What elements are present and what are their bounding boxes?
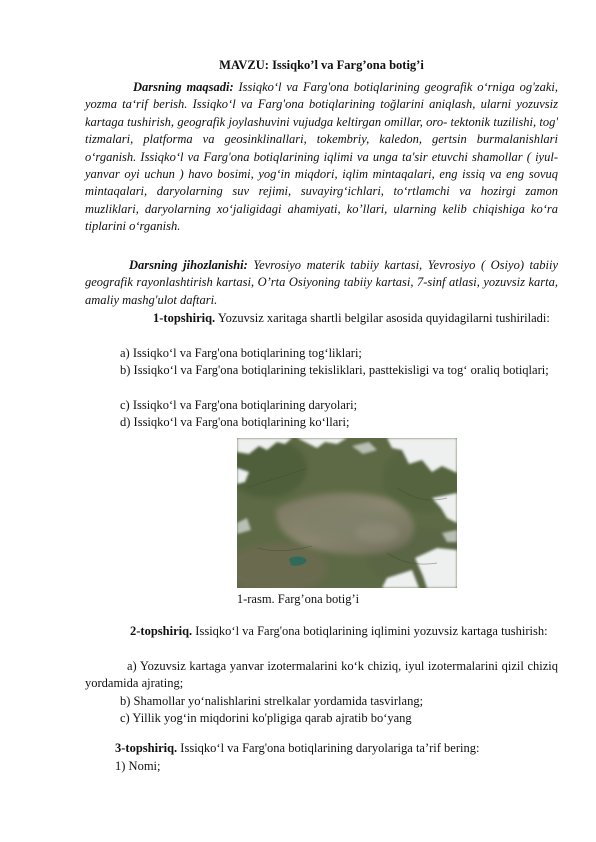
task3-label: 3-topshiriq. <box>115 741 178 755</box>
task2-paragraph <box>85 623 558 640</box>
task1-item-d: d) Issiqko‘l va Farg'ona botiqlarining ko‘llari; <box>120 415 350 429</box>
task3-line <box>115 740 479 757</box>
task2-item-a: a) Yozuvsiz kartaga yanvar izotermalarini ko‘k chiziq, iyul izotermalarini qizil chiziq yordamida ajrating; <box>85 659 558 691</box>
aim-text: Issiqko‘l va Farg'ona botiqlarining geografik o‘rniga og'zaki, yozma ta‘rif berish. Issiqko‘l va Farg'ona botiqlarining toğlarini aniqlash, ularni yozuvsiz kartaga tushirish, geografik joylashuvini vujudga keltirgan omillar, oro- tektonik tuzilishi, tog' tizmalari, platforma va geosinklinallari, tokembriy, kaledon, gertsin burmalanishlari o‘rganish. Issiqko‘l va Farg'ona botiqlarining iqlimi va unga ta'sir etuvchi shamollar ( iyul-yanvar oyi uchun ) havo bosimi, yog‘in miqdori, iqlim mintaqalari, eng issiq va eng sovuq mintaqalari, daryolarning suv rejimi, suvayirg‘ichlari, to‘rtlamchi va hozirgi zamon muzliklari, daryolarning xo‘jaligidagi ahamiyati, ko’llari, ularning kelib chiqishiga ko‘ra tiplarini o‘rganish. <box>85 80 558 234</box>
task2-item-c: c) Yillik yog‘in miqdorini ko'pligiga qarab ajratib bo‘yang <box>120 711 412 725</box>
aim-paragraph <box>85 79 558 236</box>
task2-text: Issiqko‘l va Farg'ona botiqlarining iqlimini yozuvsiz kartaga tushirish: <box>192 624 548 638</box>
task2-label: 2-topshiriq. <box>130 624 193 638</box>
page-title: MAVZU: Issiqko’l va Farg’ona botig’i <box>219 58 424 72</box>
figure-caption: 1-rasm. Farg’ona botig’i <box>236 592 360 606</box>
task3-text: Issiqko‘l va Farg'ona botiqlarining daryolariga ta’rif bering: <box>177 741 480 755</box>
task1-paragraph <box>85 310 558 327</box>
task1-item-b: b) Issiqko‘l va Farg'ona botiqlarining tekisliklari, pasttekisligi va tog‘ oraliq botiqlari; <box>120 363 549 377</box>
task1-text: Yozuvsiz xaritaga shartli belgilar asosida quyidagilarni tushiriladi: <box>215 311 550 325</box>
equipment-text: Yevrosiyo materik tabiiy kartasi, Yevrosiyo ( Osiyo) tabiiy geografik rayonlashtirish kartasi, O’rta Osiyoning tabiiy kartasi, 7-sinf atlasi, yozuvsiz karta, amaliy mashg'ulot daftari. <box>85 258 558 307</box>
task1-label: 1-topshiriq. <box>153 311 216 325</box>
equipment-label: Darsning jihozlanishi: <box>129 258 248 272</box>
task2-item-b: b) Shamollar yo‘nalishlarini strelkalar yordamida tasvirlang; <box>120 694 424 708</box>
aim-label: Darsning maqsadi: <box>133 80 234 94</box>
task3-item-1: 1) Nomi; <box>115 759 161 773</box>
task1-item-a: a) Issiqko‘l va Farg'ona botiqlarining tog‘liklari; <box>120 346 362 360</box>
fergana-valley-satellite-image <box>237 438 457 588</box>
equipment-paragraph <box>85 257 558 309</box>
task1-item-c: c) Issiqko‘l va Farg'ona botiqlarining daryolari; <box>120 398 358 412</box>
